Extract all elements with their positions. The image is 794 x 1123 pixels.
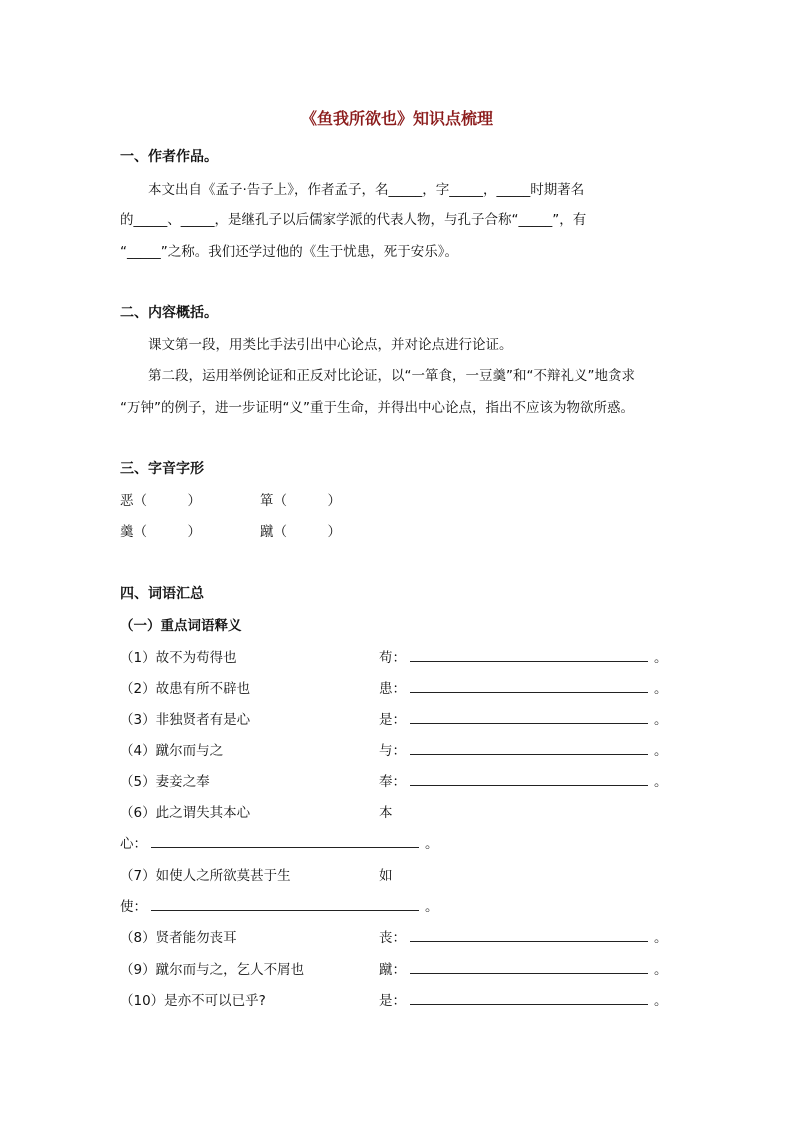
- vocab-answer-row: [379, 739, 668, 759]
- vocab-question: （8）贤者能勿丧耳: [120, 930, 237, 946]
- answer-blank[interactable]: [410, 742, 648, 755]
- pronunciation-item: 恶（ ）: [120, 493, 201, 509]
- answer-blank[interactable]: [410, 929, 648, 942]
- vocab-question: （10）是亦不可以已乎?: [120, 993, 266, 1009]
- vocab-keyword: 奉：: [379, 774, 406, 790]
- section-heading-vocabulary: 四、词语汇总: [120, 586, 204, 602]
- row-period: 。: [425, 899, 439, 915]
- vocab-keyword: 本: [379, 805, 393, 821]
- row-period: 。: [654, 650, 668, 666]
- vocab-keyword: 与：: [379, 743, 406, 759]
- vocab-answer-row: [379, 926, 668, 946]
- section-heading-summary: 二、内容概括。: [120, 305, 218, 321]
- summary-para1: 课文第一段，用类比手法引出中心论点，并对论点进行论证。: [148, 337, 513, 353]
- author-text-line1: 本文出自《孟子·告子上》，作者孟子，名_____，字_____，_____时期著名: [148, 182, 585, 198]
- vocab-answer-row: [379, 989, 668, 1009]
- vocab-answer-row: [379, 708, 668, 728]
- vocab-keyword: 使：: [120, 899, 147, 915]
- section-heading-pronunciation: 三、字音字形: [120, 461, 204, 477]
- row-period: 。: [654, 930, 668, 946]
- vocab-keyword: 是：: [379, 993, 406, 1009]
- row-period: 。: [654, 962, 668, 978]
- vocab-keyword: 蹴：: [379, 962, 406, 978]
- page-title: 《鱼我所欲也》知识点梳理: [300, 109, 493, 128]
- vocab-question: （4）蹴尔而与之: [120, 743, 224, 759]
- vocab-question: （6）此之谓失其本心: [120, 805, 251, 821]
- vocab-keyword: 苟：: [379, 650, 406, 666]
- vocab-question: （9）蹴尔而与之，乞人不屑也: [120, 962, 305, 978]
- row-period: 。: [425, 836, 439, 852]
- row-period: 。: [654, 774, 668, 790]
- vocab-keyword: 心：: [120, 836, 147, 852]
- vocab-answer-row: [379, 770, 668, 790]
- vocab-question: （7）如使人之所欲莫甚于生: [120, 868, 291, 884]
- summary-para2-line2: “万钟”的例子，进一步证明“义”重于生命，并得出中心论点，指出不应该为物欲所惑。: [120, 400, 634, 416]
- answer-blank[interactable]: [151, 835, 419, 848]
- pronunciation-item: 蹴（ ）: [260, 524, 341, 540]
- answer-blank[interactable]: [410, 680, 648, 693]
- answer-blank[interactable]: [410, 649, 648, 662]
- answer-blank[interactable]: [410, 961, 648, 974]
- vocab-keyword: 是：: [379, 712, 406, 728]
- answer-blank[interactable]: [151, 898, 419, 911]
- vocab-question: （2）故患有所不辟也: [120, 681, 251, 697]
- vocab-answer-row: [379, 646, 668, 666]
- vocab-answer-row: [379, 958, 668, 978]
- answer-blank[interactable]: [410, 773, 648, 786]
- row-period: 。: [654, 743, 668, 759]
- vocab-keyword: 患：: [379, 681, 406, 697]
- vocab-question: （1）故不为苟得也: [120, 650, 237, 666]
- pronunciation-item: 羹（ ）: [120, 524, 201, 540]
- vocab-keyword: 如: [379, 868, 393, 884]
- summary-para2-line1: 第二段，运用举例论证和正反对比论证，以“一箪食，一豆羹”和“不辩礼义”地贪求: [148, 368, 635, 384]
- vocabulary-subheading: （一）重点词语释义: [120, 618, 242, 634]
- answer-blank[interactable]: [410, 711, 648, 724]
- vocab-keyword: 丧：: [379, 930, 406, 946]
- author-text-line2: 的_____、_____，是继孔子以后儒家学派的代表人物，与孔子合称“_____”，有: [120, 212, 587, 228]
- section-heading-author: 一、作者作品。: [120, 149, 218, 165]
- pronunciation-item: 箪（ ）: [260, 493, 341, 509]
- answer-blank[interactable]: [410, 992, 648, 1005]
- row-period: 。: [654, 712, 668, 728]
- row-period: 。: [654, 993, 668, 1009]
- row-period: 。: [654, 681, 668, 697]
- vocab-question: （3）非独贤者有是心: [120, 712, 251, 728]
- vocab-answer-row: [120, 895, 439, 915]
- author-text-line3: “_____”之称。我们还学过他的《生于忧患，死于安乐》。: [120, 244, 458, 260]
- vocab-question: （5）妻妾之奉: [120, 774, 210, 790]
- vocab-answer-row: [120, 832, 439, 852]
- vocab-answer-row: [379, 677, 668, 697]
